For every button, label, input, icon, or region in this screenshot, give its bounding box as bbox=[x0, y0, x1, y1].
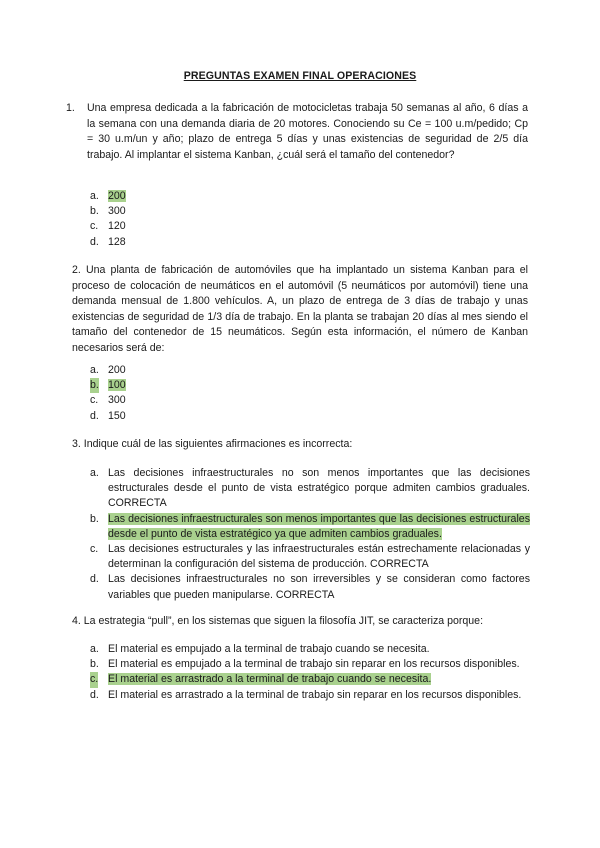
option-4d bbox=[90, 688, 530, 703]
option-letter: c. bbox=[90, 543, 99, 556]
option-2b bbox=[90, 378, 530, 393]
option-text-correct: 200 bbox=[108, 190, 126, 202]
option-3b bbox=[90, 512, 530, 542]
option-text-correct: El material es arrastrado a la terminal de trabajo cuando se necesita. bbox=[108, 673, 432, 686]
option-letter: b. bbox=[90, 205, 99, 218]
option-letter: c. bbox=[90, 672, 98, 687]
option-text-correct: 100 bbox=[108, 379, 126, 392]
option-text: El material es arrastrado a la terminal de trabajo sin reparar en los recursos disponibles. bbox=[108, 688, 522, 701]
option-text: 200 bbox=[108, 364, 126, 376]
option-letter: b. bbox=[90, 512, 99, 525]
question-4-options bbox=[90, 642, 530, 703]
option-letter: b. bbox=[90, 378, 99, 393]
option-letter: c. bbox=[90, 220, 99, 233]
question-1-number: 1. bbox=[66, 102, 75, 114]
question-4 bbox=[72, 614, 528, 630]
option-1a bbox=[90, 189, 530, 204]
option-4a bbox=[90, 642, 530, 657]
option-text: 300 bbox=[108, 205, 126, 218]
option-text: Las decisiones estructurales y las infraestructurales están estrechamente relacionadas y determinan la configuración del sistema de producción. CORRECTA bbox=[108, 543, 530, 571]
option-letter: c. bbox=[90, 394, 99, 407]
option-1b bbox=[90, 204, 530, 219]
option-4b bbox=[90, 657, 530, 672]
question-2-options bbox=[90, 363, 530, 424]
option-text: El material es empujado a la terminal de trabajo sin reparar en los recursos disponibles. bbox=[108, 658, 520, 671]
option-1d bbox=[90, 235, 530, 250]
option-letter: d. bbox=[90, 573, 99, 586]
option-2a bbox=[90, 363, 530, 378]
option-3d bbox=[90, 572, 530, 602]
option-text: 120 bbox=[108, 220, 126, 233]
option-text: 300 bbox=[108, 394, 126, 407]
page-title: PREGUNTAS EXAMEN FINAL OPERACIONES bbox=[183, 70, 417, 82]
option-2d bbox=[90, 409, 530, 424]
option-letter: a. bbox=[90, 467, 99, 479]
question-3 bbox=[72, 437, 528, 453]
option-3c bbox=[90, 542, 530, 572]
option-text: El material es empujado a la terminal de trabajo cuando se necesita. bbox=[108, 643, 430, 655]
option-text-correct: Las decisiones infraestructurales son menos importantes que las decisiones estructurales desde el punto de vista estratégico ya que admiten cambios graduales. bbox=[108, 512, 530, 540]
question-2 bbox=[72, 263, 528, 357]
question-4-text: 4. La estrategia “pull”, en los sistemas que siguen la filosofía JIT, se caracteriza porque: bbox=[72, 615, 484, 627]
option-letter: d. bbox=[90, 235, 99, 248]
question-1-text: Una empresa dedicada a la fabricación de motocicletas trabaja 50 semanas al año, 6 días a la semana con una demanda diaria de 20 motores. Conociendo su Ce = 100 u.m/pedido; Cp = 30 u.m/un y año; plazo de entrega 5 días y unas existencias de seguridad de 2/5 día trabajo. Al implantar el sistema Kanban, ¿cuál será el tamaño del contenedor? bbox=[87, 102, 528, 161]
option-letter: a. bbox=[90, 190, 99, 202]
question-1-options bbox=[90, 189, 530, 250]
option-letter: a. bbox=[90, 643, 99, 655]
option-3a bbox=[90, 466, 530, 512]
question-3-text: 3. Indique cuál de las siguientes afirmaciones es incorrecta: bbox=[72, 438, 353, 450]
question-1 bbox=[66, 101, 528, 163]
option-letter: d. bbox=[90, 409, 99, 422]
option-text: Las decisiones infraestructurales no son menos importantes que las decisiones estructurales desde el punto de vista estratégico porque admiten cambios graduales. CORRECTA bbox=[108, 467, 530, 510]
option-2c bbox=[90, 393, 530, 408]
option-letter: b. bbox=[90, 658, 99, 671]
option-4c bbox=[90, 672, 530, 687]
question-2-text: 2. Una planta de fabricación de automóviles que ha implantado un sistema Kanban para el proceso de colocación de neumáticos en el automóvil (5 neumáticos por automóvil) tiene una demanda mensual de 1.800 vehículos. A, un plazo de entrega de 3 días de trabajo y unas existencias de seguridad de 1/3 día de trabajo. En la planta se trabajan 20 días al mes siendo el tamaño del contenedor de 15 neumáticos. Según esta información, el número de Kanban necesarios será de: bbox=[72, 264, 528, 354]
option-1c bbox=[90, 219, 530, 234]
option-letter: d. bbox=[90, 688, 99, 701]
option-text: Las decisiones infraestructurales no son irreversibles y se consideran como factores variables que pueden manipularse. CORRECTA bbox=[108, 573, 530, 601]
option-text: 150 bbox=[108, 409, 126, 422]
question-3-options bbox=[90, 466, 530, 603]
option-text: 128 bbox=[108, 235, 126, 248]
option-letter: a. bbox=[90, 364, 99, 376]
